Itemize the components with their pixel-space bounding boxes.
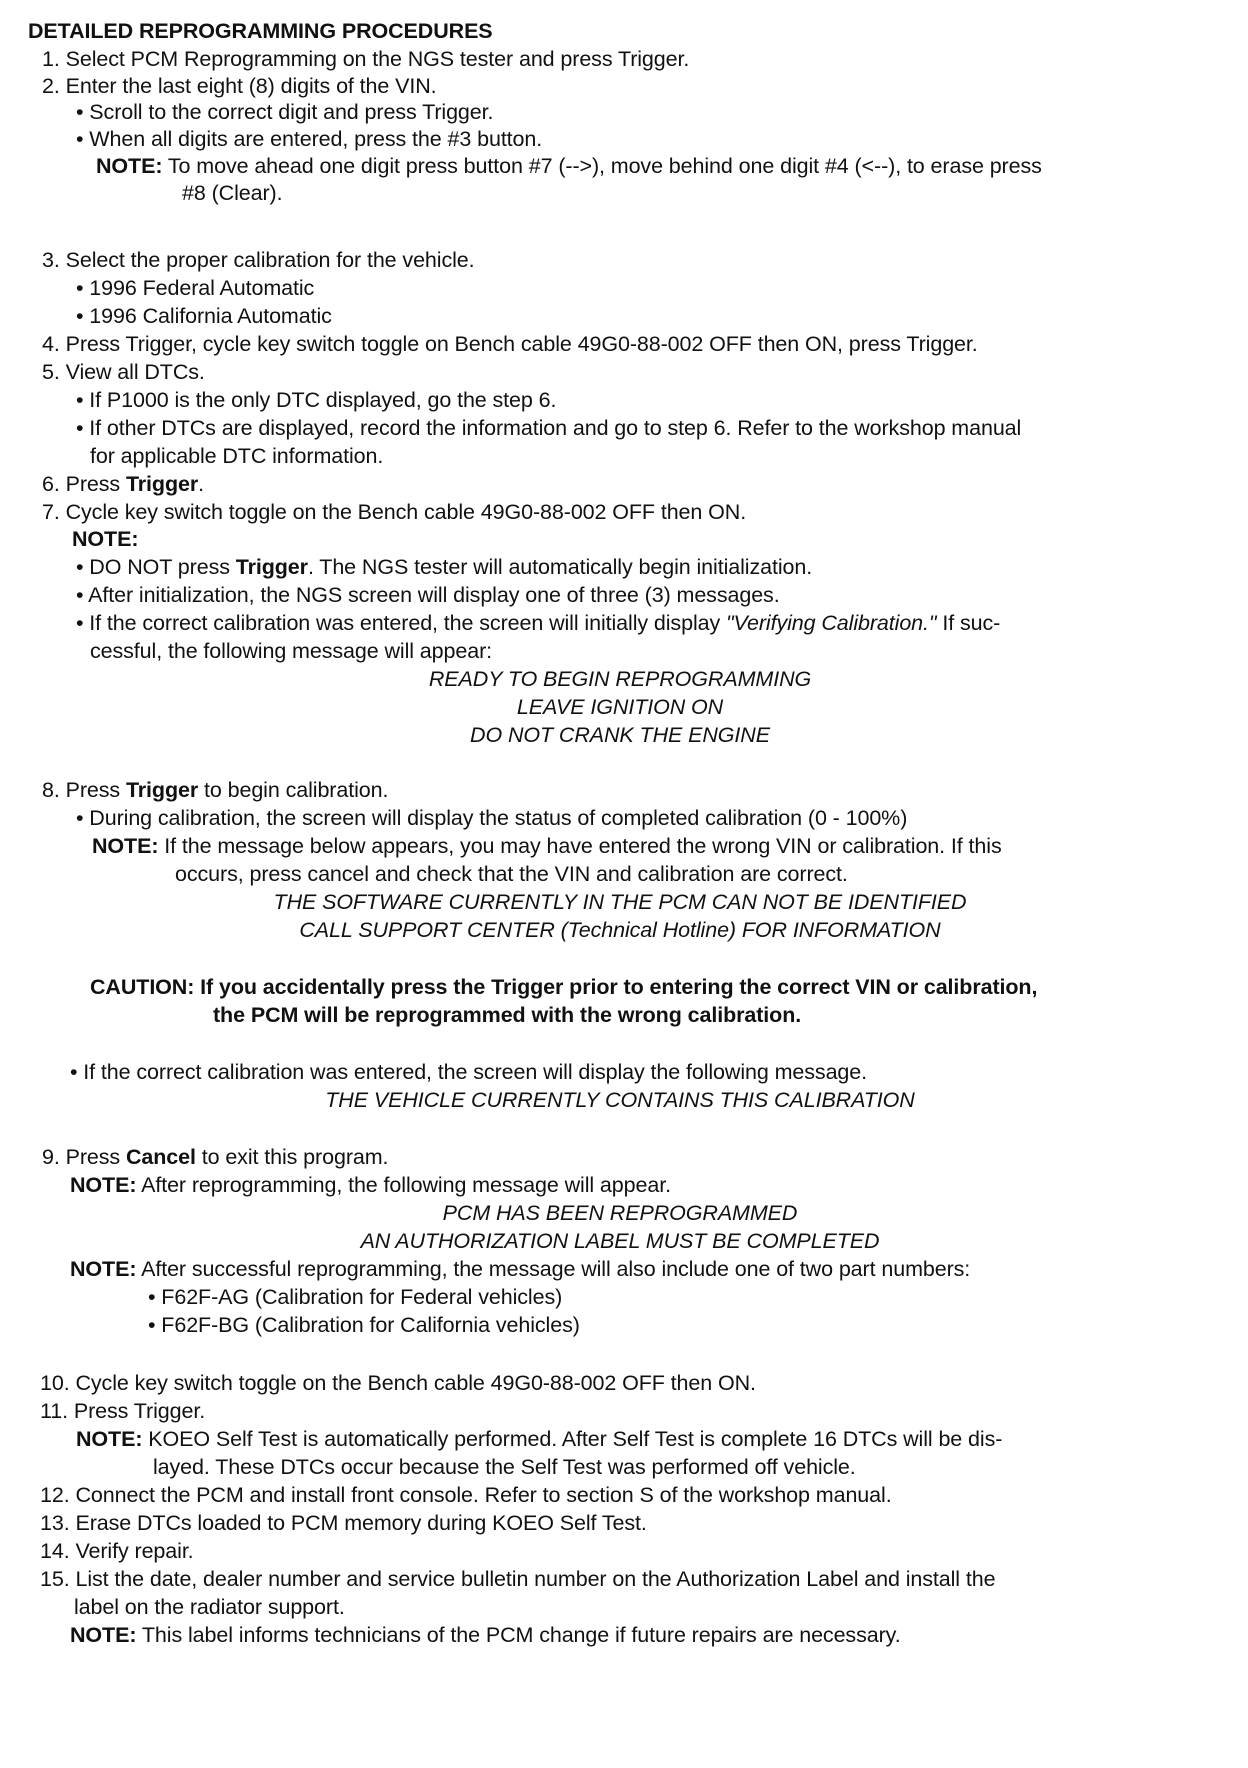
step-11: 11. Press Trigger. [40,1399,206,1423]
step-9: 9. Press Cancel to exit this program. [42,1145,389,1169]
step-11-note-cont: layed. These DTCs occur because the Self Test was performed off vehicle. [153,1455,856,1479]
message-vehicle-contains: THE VEHICLE CURRENTLY CONTAINS THIS CALIBRATION [325,1088,915,1112]
trigger-keyword: Trigger [125,778,199,802]
step-9-note-2 [70,1255,970,1283]
step-15-note [70,1621,901,1649]
step-7-bullet-3-cont: cessful, the following message will appear: [90,639,493,663]
message-software-2: CALL SUPPORT CENTER (Technical Hotline) FOR INFORMATION [299,918,941,942]
part-number-california: • F62F-BG (Calibration for California vehicles) [148,1313,580,1337]
message-ready-1: READY TO BEGIN REPROGRAMMING [428,667,812,691]
caution-block [90,973,1037,1001]
verifying-calibration-text: "Verifying Calibration." [726,611,937,635]
step-7-bullet-1: • DO NOT press Trigger. The NGS tester will automatically begin initialization. [76,555,813,579]
step-7: 7. Cycle key switch toggle on the Bench cable 49G0-88-002 OFF then ON. [42,500,747,524]
step-13: 13. Erase DTCs loaded to PCM memory during KOEO Self Test. [40,1511,647,1535]
step-2-bullet-1: • Scroll to the correct digit and press Trigger. [76,100,494,124]
step-6: 6. Press Trigger. [42,472,204,496]
step-4: 4. Press Trigger, cycle key switch toggle on Bench cable 49G0-88-002 OFF then ON, press Trigger. [42,332,978,356]
note-label: NOTE: [70,1173,137,1197]
note-label: NOTE: [70,1257,137,1281]
message-pcm-1: PCM HAS BEEN REPROGRAMMED [442,1201,798,1225]
step-2: 2. Enter the last eight (8) digits of the VIN. [42,74,437,98]
step-2-note [96,152,1042,180]
step-15-cont: label on the radiator support. [74,1595,345,1619]
step-7-note-label: NOTE: [72,527,139,551]
part-number-federal: • F62F-AG (Calibration for Federal vehicles) [148,1285,563,1309]
note-label: NOTE: [76,1427,143,1451]
trigger-keyword: Trigger [235,555,308,579]
step-5-bullet-2: • If other DTCs are displayed, record the information and go to step 6. Refer to the workshop manual [76,416,1022,440]
caution-text-cont: the PCM will be reprogrammed with the wrong calibration. [213,1003,802,1027]
note-label: NOTE: [96,154,163,178]
step-8-note-cont: occurs, press cancel and check that the VIN and calibration are correct. [175,862,848,886]
step-8-note [92,832,1002,860]
note-text: KOEO Self Test is automatically performed. After Self Test is complete 16 DTCs will be dis- [148,1427,1003,1451]
cancel-keyword: Cancel [125,1145,196,1169]
step-5-bullet-2-cont: for applicable DTC information. [90,444,384,468]
trigger-keyword: Trigger [125,472,199,496]
message-pcm-2: AN AUTHORIZATION LABEL MUST BE COMPLETED [360,1229,880,1253]
step-11-note [76,1425,1002,1453]
step-5-bullet-1: • If P1000 is the only DTC displayed, go the step 6. [76,388,557,412]
caution-label: CAUTION: [90,975,195,999]
step-7-bullet-3: • If the correct calibration was entered, the screen will initially display "Verifying Calibration." If suc- [76,611,1001,635]
step-9-note-1 [70,1171,671,1199]
step-14: 14. Verify repair. [40,1539,194,1563]
note-text: If the message below appears, you may have entered the wrong VIN or calibration. If this [164,834,1002,858]
note-text: This label informs technicians of the PCM change if future repairs are necessary. [141,1623,901,1647]
step-10: 10. Cycle key switch toggle on the Bench cable 49G0-88-002 OFF then ON. [40,1371,756,1395]
message-software-1: THE SOFTWARE CURRENTLY IN THE PCM CAN NOT BE IDENTIFIED [273,890,967,914]
step-8-bullet-1: • During calibration, the screen will display the status of completed calibration (0 - 100%) [76,806,908,830]
note-label: NOTE: [70,1623,137,1647]
caution-text: If you accidentally press the Trigger prior to entering the correct VIN or calibration, [200,975,1038,999]
note-label: NOTE: [92,834,159,858]
step-12: 12. Connect the PCM and install front console. Refer to section S of the workshop manual. [40,1483,892,1507]
step-7-bullet-2: • After initialization, the NGS screen will display one of three (3) messages. [76,583,780,607]
step-3-bullet-1: • 1996 Federal Automatic [76,276,315,300]
note-text: After reprogramming, the following message will appear. [141,1173,671,1197]
step-2-note-cont: #8 (Clear). [182,181,283,205]
step-3-bullet-2: • 1996 California Automatic [76,304,332,328]
step-2-bullet-2: • When all digits are entered, press the #3 button. [76,127,543,151]
step-1: 1. Select PCM Reprogramming on the NGS tester and press Trigger. [42,47,690,71]
message-ready-3: DO NOT CRANK THE ENGINE [470,723,770,747]
note-text: After successful reprogramming, the message will also include one of two part numbers: [141,1257,971,1281]
message-ready-2: LEAVE IGNITION ON [516,695,724,719]
document-title: DETAILED REPROGRAMMING PROCEDURES [28,19,493,43]
step-8-bullet-2: • If the correct calibration was entered, the screen will display the following message. [70,1060,868,1084]
step-5: 5. View all DTCs. [42,360,205,384]
step-15: 15. List the date, dealer number and service bulletin number on the Authorization Label and install the [40,1567,996,1591]
step-3: 3. Select the proper calibration for the vehicle. [42,248,475,272]
note-text: To move ahead one digit press button #7 (-->), move behind one digit #4 (<--), to erase press [167,154,1042,178]
step-8: 8. Press Trigger to begin calibration. [42,778,389,802]
